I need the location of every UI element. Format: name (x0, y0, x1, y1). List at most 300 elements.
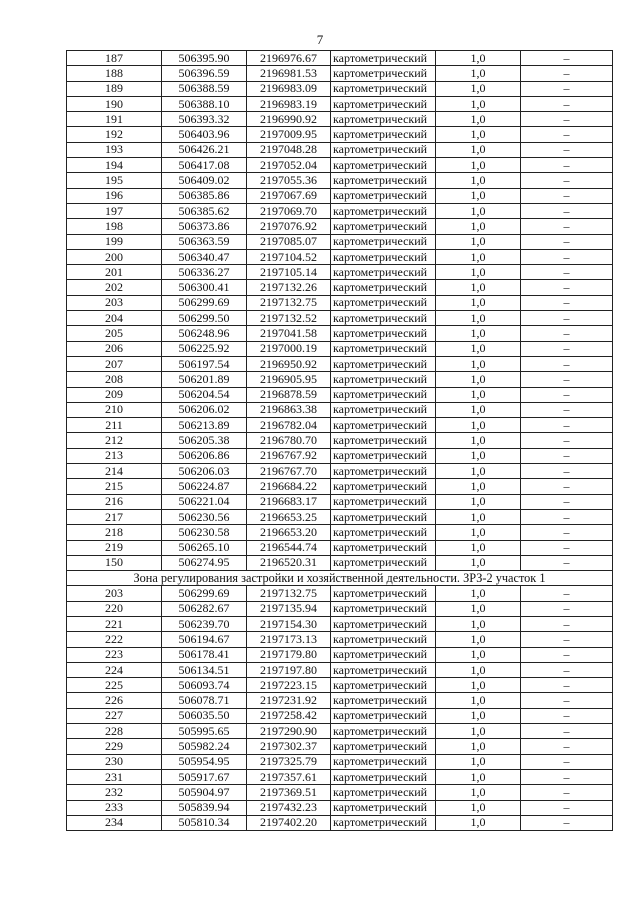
coord-y: 2197154.30 (247, 616, 331, 631)
coord-y: 2197069.70 (247, 203, 331, 218)
dash-cell: – (521, 66, 613, 81)
point-number: 231 (67, 769, 162, 784)
point-number: 222 (67, 632, 162, 647)
method-cell: картометрический (331, 219, 436, 234)
table-row (67, 387, 613, 402)
accuracy-cell: 1,0 (436, 616, 521, 631)
coord-y: 2196878.59 (247, 387, 331, 402)
point-number: 198 (67, 219, 162, 234)
dash-cell: – (521, 448, 613, 463)
point-number: 205 (67, 326, 162, 341)
dash-cell: – (521, 800, 613, 815)
accuracy-cell: 1,0 (436, 739, 521, 754)
coord-x: 506194.67 (162, 632, 247, 647)
table-row (67, 815, 613, 830)
point-number: 194 (67, 158, 162, 173)
dash-cell: – (521, 479, 613, 494)
coord-y: 2197104.52 (247, 249, 331, 264)
point-number: 227 (67, 708, 162, 723)
coord-y: 2197048.28 (247, 142, 331, 157)
dash-cell: – (521, 708, 613, 723)
coord-x: 506373.86 (162, 219, 247, 234)
method-cell: картометрический (331, 402, 436, 417)
coord-y: 2197132.26 (247, 280, 331, 295)
point-number: 234 (67, 815, 162, 830)
method-cell: картометрический (331, 433, 436, 448)
point-number: 233 (67, 800, 162, 815)
coord-x: 506035.50 (162, 708, 247, 723)
dash-cell: – (521, 693, 613, 708)
method-cell: картометрический (331, 479, 436, 494)
point-number: 192 (67, 127, 162, 142)
point-number: 201 (67, 265, 162, 280)
table-row (67, 540, 613, 555)
point-number: 189 (67, 81, 162, 96)
dash-cell: – (521, 418, 613, 433)
accuracy-cell: 1,0 (436, 188, 521, 203)
point-number: 207 (67, 356, 162, 371)
table-row (67, 249, 613, 264)
coord-y: 2196653.20 (247, 525, 331, 540)
table-row (67, 555, 613, 570)
coord-y: 2197009.95 (247, 127, 331, 142)
coord-x: 506300.41 (162, 280, 247, 295)
table-row (67, 509, 613, 524)
table-row (67, 96, 613, 111)
coord-x: 506336.27 (162, 265, 247, 280)
accuracy-cell: 1,0 (436, 234, 521, 249)
point-number: 209 (67, 387, 162, 402)
dash-cell: – (521, 555, 613, 570)
point-number: 220 (67, 601, 162, 616)
coord-y: 2196544.74 (247, 540, 331, 555)
dash-cell: – (521, 112, 613, 127)
accuracy-cell: 1,0 (436, 754, 521, 769)
dash-cell: – (521, 341, 613, 356)
accuracy-cell: 1,0 (436, 525, 521, 540)
coord-y: 2197105.14 (247, 265, 331, 280)
coord-y: 2196780.70 (247, 433, 331, 448)
point-number: 208 (67, 372, 162, 387)
coord-x: 506230.56 (162, 509, 247, 524)
point-number: 203 (67, 586, 162, 601)
method-cell: картометрический (331, 418, 436, 433)
point-number: 190 (67, 96, 162, 111)
accuracy-cell: 1,0 (436, 158, 521, 173)
method-cell: картометрический (331, 311, 436, 326)
dash-cell: – (521, 662, 613, 677)
table-row (67, 632, 613, 647)
accuracy-cell: 1,0 (436, 112, 521, 127)
accuracy-cell: 1,0 (436, 678, 521, 693)
section-row (67, 571, 613, 586)
table-row (67, 219, 613, 234)
coord-y: 2196767.70 (247, 464, 331, 479)
table-row (67, 127, 613, 142)
coord-y: 2197357.61 (247, 769, 331, 784)
coord-y: 2197258.42 (247, 708, 331, 723)
coord-y: 2197302.37 (247, 739, 331, 754)
section-title: Зона регулирования застройки и хозяйственной деятельности. ЗРЗ-2 участок 1 (67, 571, 613, 586)
dash-cell: – (521, 219, 613, 234)
point-number: 217 (67, 509, 162, 524)
accuracy-cell: 1,0 (436, 448, 521, 463)
dash-cell: – (521, 188, 613, 203)
point-number: 212 (67, 433, 162, 448)
dash-cell: – (521, 739, 613, 754)
method-cell: картометрический (331, 372, 436, 387)
coord-y: 2196684.22 (247, 479, 331, 494)
accuracy-cell: 1,0 (436, 464, 521, 479)
dash-cell: – (521, 525, 613, 540)
coord-y: 2197290.90 (247, 724, 331, 739)
dash-cell: – (521, 678, 613, 693)
coord-y: 2197085.07 (247, 234, 331, 249)
accuracy-cell: 1,0 (436, 219, 521, 234)
accuracy-cell: 1,0 (436, 509, 521, 524)
point-number: 229 (67, 739, 162, 754)
dash-cell: – (521, 754, 613, 769)
method-cell: картометрический (331, 341, 436, 356)
accuracy-cell: 1,0 (436, 51, 521, 66)
accuracy-cell: 1,0 (436, 724, 521, 739)
accuracy-cell: 1,0 (436, 601, 521, 616)
coord-x: 506206.02 (162, 402, 247, 417)
coord-x: 506363.59 (162, 234, 247, 249)
method-cell: картометрический (331, 494, 436, 509)
coord-y: 2197223.15 (247, 678, 331, 693)
table-row (67, 326, 613, 341)
accuracy-cell: 1,0 (436, 249, 521, 264)
method-cell: картометрический (331, 173, 436, 188)
coord-x: 506299.69 (162, 295, 247, 310)
coord-y: 2196653.25 (247, 509, 331, 524)
coord-x: 506396.59 (162, 66, 247, 81)
table-row (67, 295, 613, 310)
dash-cell: – (521, 142, 613, 157)
table-row (67, 433, 613, 448)
table-row (67, 479, 613, 494)
accuracy-cell: 1,0 (436, 555, 521, 570)
point-number: 226 (67, 693, 162, 708)
coord-x: 506093.74 (162, 678, 247, 693)
table-row (67, 112, 613, 127)
method-cell: картометрический (331, 326, 436, 341)
method-cell: картометрический (331, 280, 436, 295)
point-number: 197 (67, 203, 162, 218)
accuracy-cell: 1,0 (436, 647, 521, 662)
coord-x: 506340.47 (162, 249, 247, 264)
dash-cell: – (521, 494, 613, 509)
accuracy-cell: 1,0 (436, 142, 521, 157)
coord-y: 2197231.92 (247, 693, 331, 708)
accuracy-cell: 1,0 (436, 800, 521, 815)
point-number: 230 (67, 754, 162, 769)
dash-cell: – (521, 601, 613, 616)
dash-cell: – (521, 326, 613, 341)
coord-y: 2196520.31 (247, 555, 331, 570)
table-row (67, 739, 613, 754)
point-number: 203 (67, 295, 162, 310)
table-row (67, 173, 613, 188)
accuracy-cell: 1,0 (436, 66, 521, 81)
method-cell: картометрический (331, 112, 436, 127)
coord-x: 506078.71 (162, 693, 247, 708)
dash-cell: – (521, 51, 613, 66)
dash-cell: – (521, 203, 613, 218)
method-cell: картометрический (331, 188, 436, 203)
point-number: 224 (67, 662, 162, 677)
method-cell: картометрический (331, 142, 436, 157)
method-cell: картометрический (331, 66, 436, 81)
table-row (67, 158, 613, 173)
coord-y: 2197052.04 (247, 158, 331, 173)
method-cell: картометрический (331, 601, 436, 616)
dash-cell: – (521, 785, 613, 800)
accuracy-cell: 1,0 (436, 418, 521, 433)
dash-cell: – (521, 173, 613, 188)
coord-y: 2197325.79 (247, 754, 331, 769)
coord-x: 506197.54 (162, 356, 247, 371)
dash-cell: – (521, 81, 613, 96)
point-number: 216 (67, 494, 162, 509)
coord-x: 506230.58 (162, 525, 247, 540)
table-row (67, 418, 613, 433)
point-number: 188 (67, 66, 162, 81)
accuracy-cell: 1,0 (436, 540, 521, 555)
point-number: 200 (67, 249, 162, 264)
dash-cell: – (521, 464, 613, 479)
accuracy-cell: 1,0 (436, 326, 521, 341)
table-row (67, 280, 613, 295)
coord-x: 506388.59 (162, 81, 247, 96)
accuracy-cell: 1,0 (436, 693, 521, 708)
method-cell: картометрический (331, 662, 436, 677)
table-row (67, 494, 613, 509)
dash-cell: – (521, 616, 613, 631)
coord-y: 2196983.09 (247, 81, 331, 96)
accuracy-cell: 1,0 (436, 433, 521, 448)
dash-cell: – (521, 387, 613, 402)
table-row (67, 724, 613, 739)
method-cell: картометрический (331, 769, 436, 784)
dash-cell: – (521, 724, 613, 739)
coord-y: 2197135.94 (247, 601, 331, 616)
table-row (67, 372, 613, 387)
point-number: 193 (67, 142, 162, 157)
coord-x: 506221.04 (162, 494, 247, 509)
accuracy-cell: 1,0 (436, 632, 521, 647)
accuracy-cell: 1,0 (436, 96, 521, 111)
coord-y: 2196950.92 (247, 356, 331, 371)
coord-x: 505810.34 (162, 815, 247, 830)
point-number: 232 (67, 785, 162, 800)
table-row (67, 785, 613, 800)
method-cell: картометрический (331, 693, 436, 708)
dash-cell: – (521, 815, 613, 830)
point-number: 225 (67, 678, 162, 693)
accuracy-cell: 1,0 (436, 341, 521, 356)
coord-x: 506265.10 (162, 540, 247, 555)
coord-y: 2197173.13 (247, 632, 331, 647)
point-number: 218 (67, 525, 162, 540)
coord-x: 506385.86 (162, 188, 247, 203)
coord-y: 2197076.92 (247, 219, 331, 234)
table-row (67, 66, 613, 81)
table-row (67, 203, 613, 218)
table-row (67, 616, 613, 631)
table-row (67, 800, 613, 815)
point-number: 150 (67, 555, 162, 570)
point-number: 206 (67, 341, 162, 356)
accuracy-cell: 1,0 (436, 81, 521, 96)
coord-y: 2197055.36 (247, 173, 331, 188)
accuracy-cell: 1,0 (436, 387, 521, 402)
dash-cell: – (521, 647, 613, 662)
coord-x: 506205.38 (162, 433, 247, 448)
table-row (67, 234, 613, 249)
dash-cell: – (521, 249, 613, 264)
coord-y: 2197432.23 (247, 800, 331, 815)
point-number: 195 (67, 173, 162, 188)
dash-cell: – (521, 356, 613, 371)
method-cell: картометрический (331, 96, 436, 111)
coord-x: 505839.94 (162, 800, 247, 815)
coord-y: 2196976.67 (247, 51, 331, 66)
coord-x: 506299.69 (162, 586, 247, 601)
coord-y: 2197132.52 (247, 311, 331, 326)
coord-y: 2196782.04 (247, 418, 331, 433)
dash-cell: – (521, 280, 613, 295)
method-cell: картометрический (331, 616, 436, 631)
table-row (67, 51, 613, 66)
dash-cell: – (521, 295, 613, 310)
point-number: 187 (67, 51, 162, 66)
accuracy-cell: 1,0 (436, 280, 521, 295)
coord-x: 506417.08 (162, 158, 247, 173)
dash-cell: – (521, 234, 613, 249)
method-cell: картометрический (331, 739, 436, 754)
table-row (67, 525, 613, 540)
point-number: 223 (67, 647, 162, 662)
method-cell: картометрический (331, 464, 436, 479)
coord-y: 2197179.80 (247, 647, 331, 662)
point-number: 191 (67, 112, 162, 127)
coord-y: 2197041.58 (247, 326, 331, 341)
accuracy-cell: 1,0 (436, 785, 521, 800)
accuracy-cell: 1,0 (436, 402, 521, 417)
coord-x: 506224.87 (162, 479, 247, 494)
method-cell: картометрический (331, 509, 436, 524)
coord-x: 506134.51 (162, 662, 247, 677)
accuracy-cell: 1,0 (436, 815, 521, 830)
coordinates-table (66, 50, 613, 831)
coord-y: 2197369.51 (247, 785, 331, 800)
accuracy-cell: 1,0 (436, 769, 521, 784)
method-cell: картометрический (331, 647, 436, 662)
table-row (67, 448, 613, 463)
table-row (67, 754, 613, 769)
accuracy-cell: 1,0 (436, 203, 521, 218)
coord-y: 2197132.75 (247, 295, 331, 310)
table-row (67, 769, 613, 784)
coord-x: 506206.03 (162, 464, 247, 479)
point-number: 221 (67, 616, 162, 631)
method-cell: картометрический (331, 632, 436, 647)
coord-x: 506206.86 (162, 448, 247, 463)
accuracy-cell: 1,0 (436, 662, 521, 677)
table-row (67, 647, 613, 662)
dash-cell: – (521, 96, 613, 111)
coord-y: 2196983.19 (247, 96, 331, 111)
method-cell: картометрический (331, 265, 436, 280)
coord-y: 2196905.95 (247, 372, 331, 387)
coord-x: 506274.95 (162, 555, 247, 570)
coord-x: 506201.89 (162, 372, 247, 387)
table-row (67, 464, 613, 479)
method-cell: картометрический (331, 203, 436, 218)
dash-cell: – (521, 632, 613, 647)
dash-cell: – (521, 127, 613, 142)
accuracy-cell: 1,0 (436, 265, 521, 280)
page-number: 7 (316, 32, 324, 47)
table-row (67, 402, 613, 417)
coord-x: 506239.70 (162, 616, 247, 631)
accuracy-cell: 1,0 (436, 127, 521, 142)
table-row (67, 142, 613, 157)
method-cell: картометрический (331, 678, 436, 693)
coord-x: 506385.62 (162, 203, 247, 218)
coord-x: 505995.65 (162, 724, 247, 739)
coord-x: 505917.67 (162, 769, 247, 784)
coord-x: 506388.10 (162, 96, 247, 111)
point-number: 199 (67, 234, 162, 249)
method-cell: картометрический (331, 387, 436, 402)
table-row (67, 586, 613, 601)
table-row (67, 311, 613, 326)
coord-y: 2197067.69 (247, 188, 331, 203)
table-row (67, 601, 613, 616)
coord-x: 506248.96 (162, 326, 247, 341)
method-cell: картометрический (331, 586, 436, 601)
point-number: 196 (67, 188, 162, 203)
table-row (67, 341, 613, 356)
point-number: 204 (67, 311, 162, 326)
accuracy-cell: 1,0 (436, 372, 521, 387)
dash-cell: – (521, 265, 613, 280)
coord-x: 506213.89 (162, 418, 247, 433)
coord-x: 506204.54 (162, 387, 247, 402)
accuracy-cell: 1,0 (436, 311, 521, 326)
point-number: 215 (67, 479, 162, 494)
method-cell: картометрический (331, 754, 436, 769)
method-cell: картометрический (331, 356, 436, 371)
coord-x: 506178.41 (162, 647, 247, 662)
accuracy-cell: 1,0 (436, 173, 521, 188)
method-cell: картометрический (331, 127, 436, 142)
method-cell: картометрический (331, 555, 436, 570)
method-cell: картометрический (331, 724, 436, 739)
coord-y: 2197000.19 (247, 341, 331, 356)
coord-y: 2196683.17 (247, 494, 331, 509)
coord-x: 506299.50 (162, 311, 247, 326)
accuracy-cell: 1,0 (436, 494, 521, 509)
coord-x: 506403.96 (162, 127, 247, 142)
method-cell: картометрический (331, 295, 436, 310)
coord-x: 506409.02 (162, 173, 247, 188)
coord-y: 2196981.53 (247, 66, 331, 81)
dash-cell: – (521, 540, 613, 555)
